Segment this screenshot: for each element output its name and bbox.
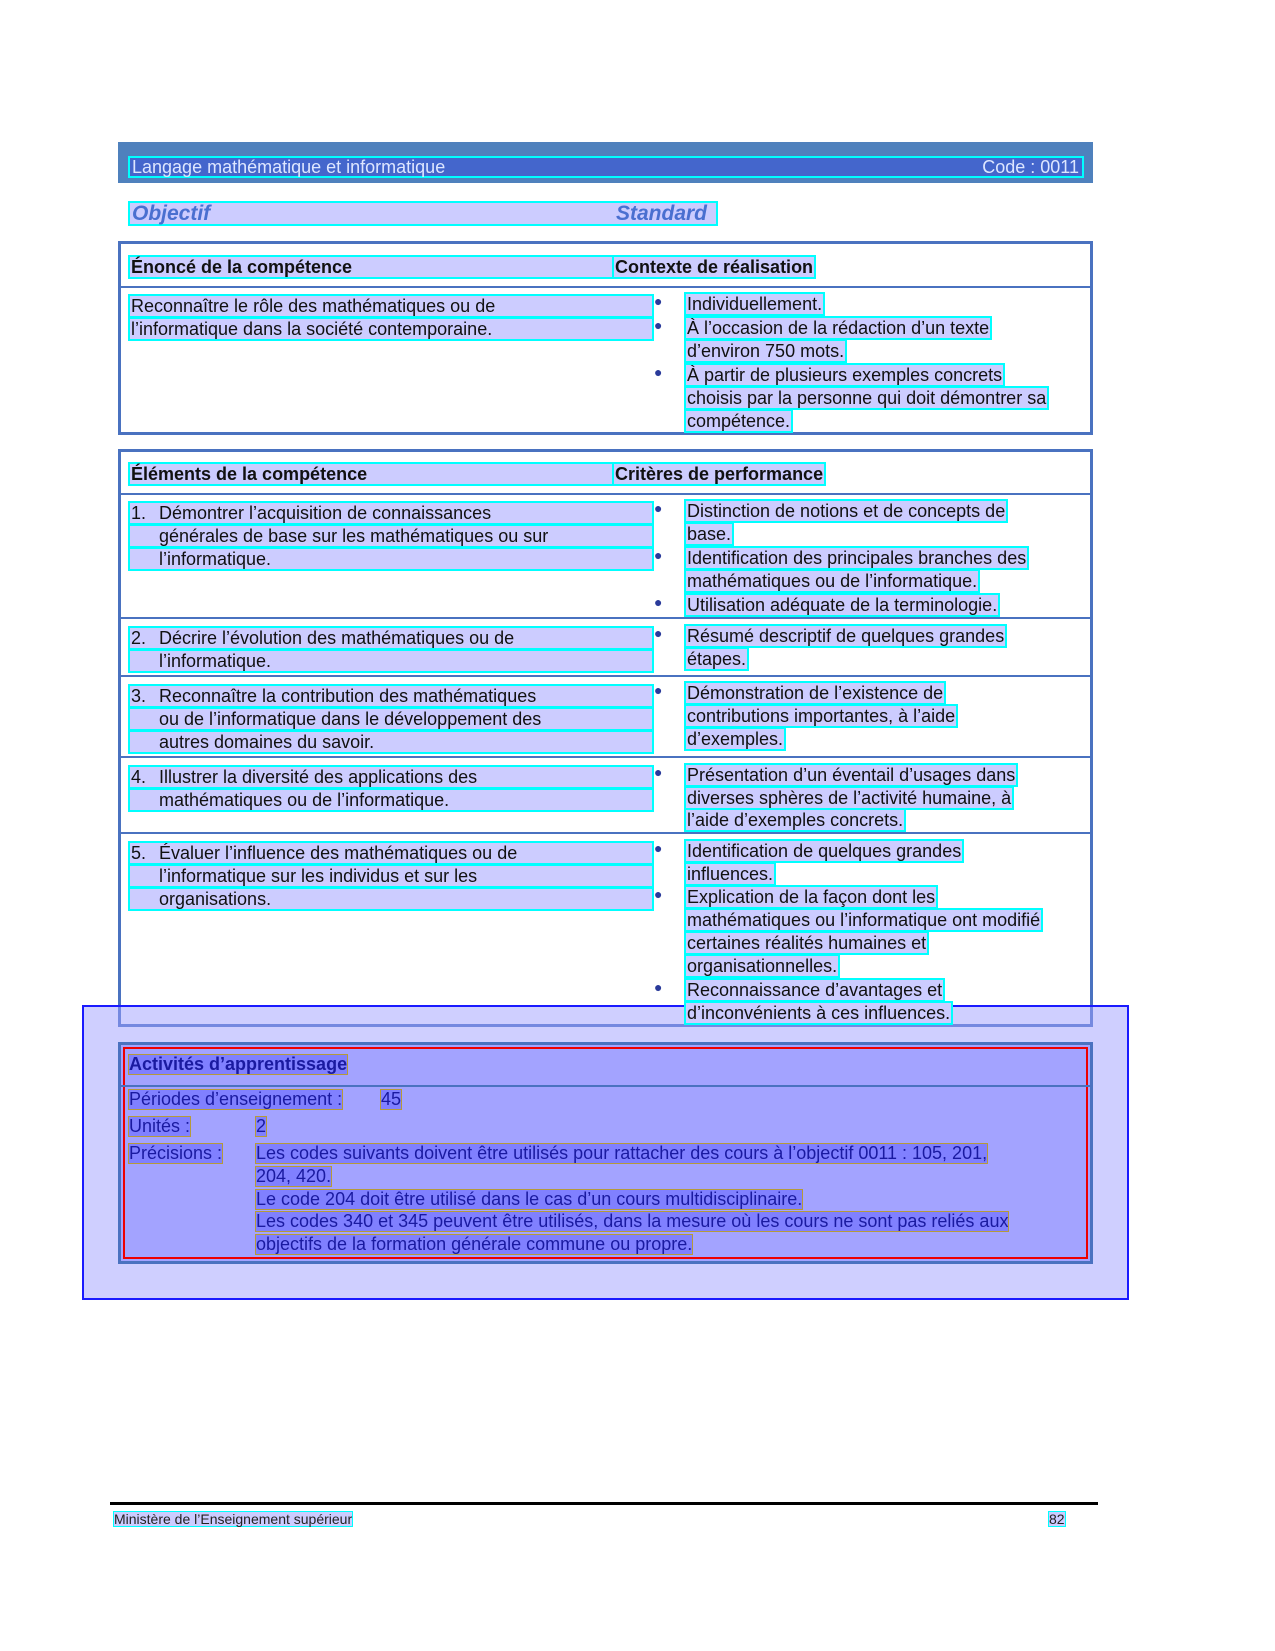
context-item-text: Individuellement. (684, 292, 825, 316)
header-title: Langage mathématique et informatique (132, 157, 446, 177)
units-label: Unités : (129, 1116, 191, 1136)
element-text-line (128, 788, 654, 812)
bullet-icon: ● (654, 500, 663, 516)
objective-header-bar (118, 142, 1093, 183)
units-value: 2 (256, 1116, 267, 1136)
row-divider (121, 675, 1090, 677)
precision-line: Les codes 340 et 345 peuvent être utilisés, dans la mesure où les cours ne sont pas reliés aux (256, 1211, 1009, 1231)
row-divider (121, 1085, 1090, 1087)
element-text: Démontrer l’acquisition de connaissances (159, 503, 492, 523)
row-divider (121, 756, 1090, 758)
criterion-text: Utilisation adéquate de la terminologie. (684, 593, 1000, 617)
precision-line: Le code 204 doit être utilisé dans le cas d’un cours multidisciplinaire. (256, 1189, 803, 1209)
element-text: ou de l’informatique dans le développement des (159, 709, 542, 729)
element-text-line (128, 547, 654, 571)
element-text-line (128, 765, 654, 789)
bullet-icon: ● (654, 764, 663, 780)
element-text-line (128, 841, 654, 865)
criterion-text: base. (684, 522, 734, 546)
criterion-text: organisationnelles. (684, 954, 840, 978)
bullet-icon: ● (654, 547, 663, 563)
element-text: organisations. (159, 889, 272, 909)
criterion-text: Démonstration de l’existence de (684, 681, 946, 705)
element-number: 4. (131, 767, 147, 787)
periods-label: Périodes d’enseignement : (129, 1089, 343, 1109)
criterion-text: Reconnaissance d’avantages et (684, 978, 945, 1002)
element-text: Illustrer la diversité des applications des (159, 767, 478, 787)
criterion-text: diverses sphères de l’activité humaine, à (684, 786, 1014, 810)
element-text: autres domaines du savoir. (159, 732, 375, 752)
bullet-icon: ● (654, 682, 663, 698)
periods-value: 45 (381, 1089, 402, 1109)
criterion-text: d’exemples. (684, 727, 786, 751)
element-text: Évaluer l’influence des mathématiques ou de (159, 843, 518, 863)
criterion-text: contributions importantes, à l’aide (684, 704, 958, 728)
criterion-text: Distinction de notions et de concepts de (684, 499, 1008, 523)
element-text: l’informatique sur les individus et sur les (159, 866, 478, 886)
criterion-text: mathématiques ou de l’informatique. (684, 569, 980, 593)
precision-line: Les codes suivants doivent être utilisés pour rattacher des cours à l’objectif 0011 : 105, 201, (256, 1143, 988, 1163)
context-item-text: compétence. (684, 409, 793, 433)
row-divider (121, 617, 1090, 619)
footer-rule (110, 1502, 1098, 1505)
footer-page-number: 82 (1049, 1511, 1065, 1527)
precision-line: objectifs de la formation générale commune ou propre. (256, 1234, 693, 1254)
precisions-label: Précisions : (129, 1143, 223, 1163)
element-number: 1. (131, 503, 147, 523)
criterion-text: mathématiques ou l’informatique ont modifié (684, 908, 1043, 932)
element-text: l’informatique. (159, 549, 272, 569)
criterion-text: Identification de quelques grandes (684, 839, 964, 863)
element-text: Décrire l’évolution des mathématiques ou de (159, 628, 515, 648)
criterion-text: Présentation d’un éventail d’usages dans (684, 763, 1018, 787)
criterion-text: Identification des principales branches des (684, 546, 1029, 570)
element-text: l’informatique. (159, 651, 272, 671)
element-text: Reconnaître la contribution des mathématiques (159, 686, 537, 706)
element-text-line (128, 864, 654, 888)
context-item-text: d’environ 750 mots. (684, 339, 847, 363)
element-text-line (128, 501, 654, 525)
element-number: 5. (131, 843, 147, 863)
bullet-icon: ● (654, 594, 663, 610)
element-text-line (128, 524, 654, 548)
column-header-context: Contexte de réalisation (612, 255, 816, 279)
bullet-icon: ● (654, 840, 663, 856)
column-header-elements: Éléments de la compétence (128, 462, 614, 486)
element-text: générales de base sur les mathématiques ou sur (159, 526, 549, 546)
element-text-line (128, 626, 654, 650)
objective-label: Objectif (132, 202, 211, 225)
objective-standard-line (128, 201, 718, 226)
bullet-icon: ● (654, 364, 663, 380)
element-text-line (128, 887, 654, 911)
criterion-text: étapes. (684, 647, 749, 671)
row-divider (121, 832, 1090, 834)
criterion-text: Résumé descriptif de quelques grandes (684, 624, 1007, 648)
column-header-statement: Énoncé de la compétence (128, 255, 614, 279)
bullet-icon: ● (654, 317, 663, 333)
header-code: Code : 0011 (982, 157, 1079, 177)
element-text-line (128, 649, 654, 673)
context-item-text: À l’occasion de la rédaction d’un texte (684, 316, 992, 340)
row-divider (121, 493, 1090, 495)
bullet-icon: ● (654, 979, 663, 995)
column-header-criteria: Critères de performance (612, 462, 826, 486)
criterion-text: d’inconvénients à ces influences. (684, 1001, 953, 1025)
element-text: mathématiques ou de l’informatique. (159, 790, 450, 810)
footer-ministry: Ministère de l’Enseignement supérieur (114, 1511, 353, 1527)
bullet-icon: ● (654, 886, 663, 902)
context-item-text: choisis par la personne qui doit démontrer sa (684, 386, 1049, 410)
criterion-text: certaines réalités humaines et (684, 931, 929, 955)
standard-label: Standard (616, 202, 708, 225)
precision-line: 204, 420. (256, 1166, 332, 1186)
row-divider (121, 286, 1090, 288)
criterion-text: Explication de la façon dont les (684, 885, 938, 909)
element-number: 3. (131, 686, 147, 706)
element-text-line (128, 707, 654, 731)
element-number: 2. (131, 628, 147, 648)
context-item-text: À partir de plusieurs exemples concrets (684, 363, 1005, 387)
activities-title: Activités d’apprentissage (129, 1054, 348, 1074)
element-text-line (128, 730, 654, 754)
bullet-icon: ● (654, 625, 663, 641)
statement-text: Reconnaître le rôle des mathématiques ou de (128, 294, 654, 318)
criterion-text: l’aide d’exemples concrets. (684, 808, 906, 832)
bullet-icon: ● (654, 293, 663, 309)
statement-text: l’informatique dans la société contemporaine. (128, 317, 654, 341)
element-text-line (128, 684, 654, 708)
criterion-text: influences. (684, 862, 776, 886)
